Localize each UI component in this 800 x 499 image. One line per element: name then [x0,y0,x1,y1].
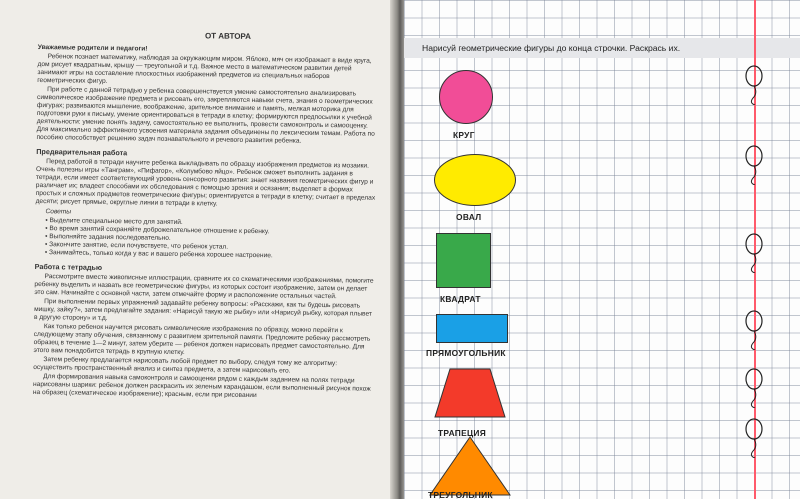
balloon-icon [744,145,768,185]
shape-label-square: КВАДРАТ [440,294,481,304]
task-instruction: Нарисуй геометрические фигуры до конца строчки. Раскрась их. [422,43,681,53]
trapezoid-shape [434,368,506,418]
tip-item: • Выделите специальное место для занятий. [45,217,183,227]
shape-label-trapezoid: ТРАПЕЦИЯ [438,428,487,438]
circle-shape [439,70,493,124]
greeting: Уважаемые родители и педагоги! [37,43,148,53]
shape-label-circle: КРУГ [453,130,475,140]
tip-item: • Во время занятий сохраняйте доброжелательное отношение к ребенку. [45,225,270,236]
paragraph: При работе с данной тетрадью у ребенка совершенствуется умение самостоятельно анализировать символическое изображение предмета и рисовать его, закрепляются навыки счета, знания о геометрических фигурах; развиваются мышление, воображение, зрительное внимание и память, мелкая моторика для подготовки руки к письму, умение ориентироваться в тетради в клетку; формируются предпосылки к учебной деятельности: умение понять задачу, самостоятельно ее выполнить, провести самоконтроль и самооценку. Для максимально эффективного усвоения материала задания объединены по лексическим темам. Работа по пособию способствует решению задач познавательного и речевого развития ребенка. [36,86,375,145]
paragraph: Для формирования навыка самоконтроля и самооценки рядом с каждым заданием на полях тетради нарисованы шарики: ребенок должен раскрасить их зеленым карандашом, если выполненный рисунок похож на образец (схематическое изображение); красным, если при рисовании [32,373,371,400]
author-foreword [33,30,378,403]
triangle-shape [429,436,511,496]
balloon-icon [744,65,768,105]
balloon-icon [744,368,768,408]
tip-item: • Закончите занятие, если почувствуете, что ребенок устал. [44,241,229,251]
paragraph: Рассмотрите вместе живописные иллюстрации, сравните их со схематическими изображениями, помогите ребенку выделить и назвать все геометрические фигуры, из которых состоит изображение, затем он делает это сам. Начинайте с основной части, затем отмечайте форму и расположение остальных частей. [34,273,374,301]
paragraph: Ребенок познает математику, наблюдая за окружающим миром. Яблоко, мяч он изображает в виде круга, дом рисует квадратным, крышу — треугольной и т.д. Важное место в математическом развитии детей занимают игры на составление плоскостных изображений предметов из специальных наборов геометрических фигур. [37,53,372,85]
paragraph: При выполнении первых упражнений задавайте ребенку вопросы: «Расскажи, как ты будешь рисовать мишку, зайку?», затем предлагайте задания: «Нарисуй такую же рыбку» или «Нарисуй рыбку, которая плывет в другую сторону» и т.д. [33,298,373,322]
paragraph: Затем ребенку предлагается нарисовать любой предмет по выбору, следуя тому же алгоритму: осуществить пространственный анализ и синтез предмета, а затем нарисовать его. [33,356,338,375]
shape-label-oval: ОВАЛ [456,212,482,222]
balloon-icon [744,233,768,273]
rectangle-shape [436,314,508,343]
paragraph: Перед работой в тетради научите ребенка выкладывать по образцу изображения предметов из мозаики. Очень полезны игры «Танграм», «Пифагор», «Колумбово яйцо». Ребенок сможет выполнить задания в тетради, если имеет соответствующий уровень сенсорного развития: знает названия геометрических фигур и различает их; владеет способами их обследования с помощью зрения и осязания; выделяет в формах простых и сложных предметов геометрические фигуры; ориентируется в тетради в клетку; считает в пределах десяти; рисует прямые, округлые линии в тетради в клетку. [35,158,376,208]
page-title: ОТ АВТОРА [204,31,251,41]
balloon-icon [744,418,768,458]
tips-title: Советы [45,208,72,216]
square-shape [436,233,491,288]
tip-item: • Занимайтесь, только когда у вас и вашего ребенка хорошее настроение. [44,249,273,260]
left-page [0,0,396,499]
paragraph: Как только ребенок научится рисовать символические изображения по образцу, можно перейти к следующему этапу обучения, связанному с развитием зрительной памяти. Предложите ребенку рассмотреть образец в течение 1—2 минут, затем уберите — ребенок должен нарисовать предмет самостоятельно. Для этого вам понадобится тетрадь в крупную клетку. [33,323,371,357]
tip-item: • Выполняйте задания последовательно. [45,233,171,242]
section-title: Работа с тетрадью [34,261,103,272]
oval-shape [434,154,516,206]
balloon-icon [744,310,768,350]
shape-label-triangle: ТРЕУГОЛЬНИК [428,490,493,499]
right-page [404,0,800,499]
shape-label-rectangle: ПРЯМОУГОЛЬНИК [426,348,506,358]
section-title: Предварительная работа [36,146,128,158]
